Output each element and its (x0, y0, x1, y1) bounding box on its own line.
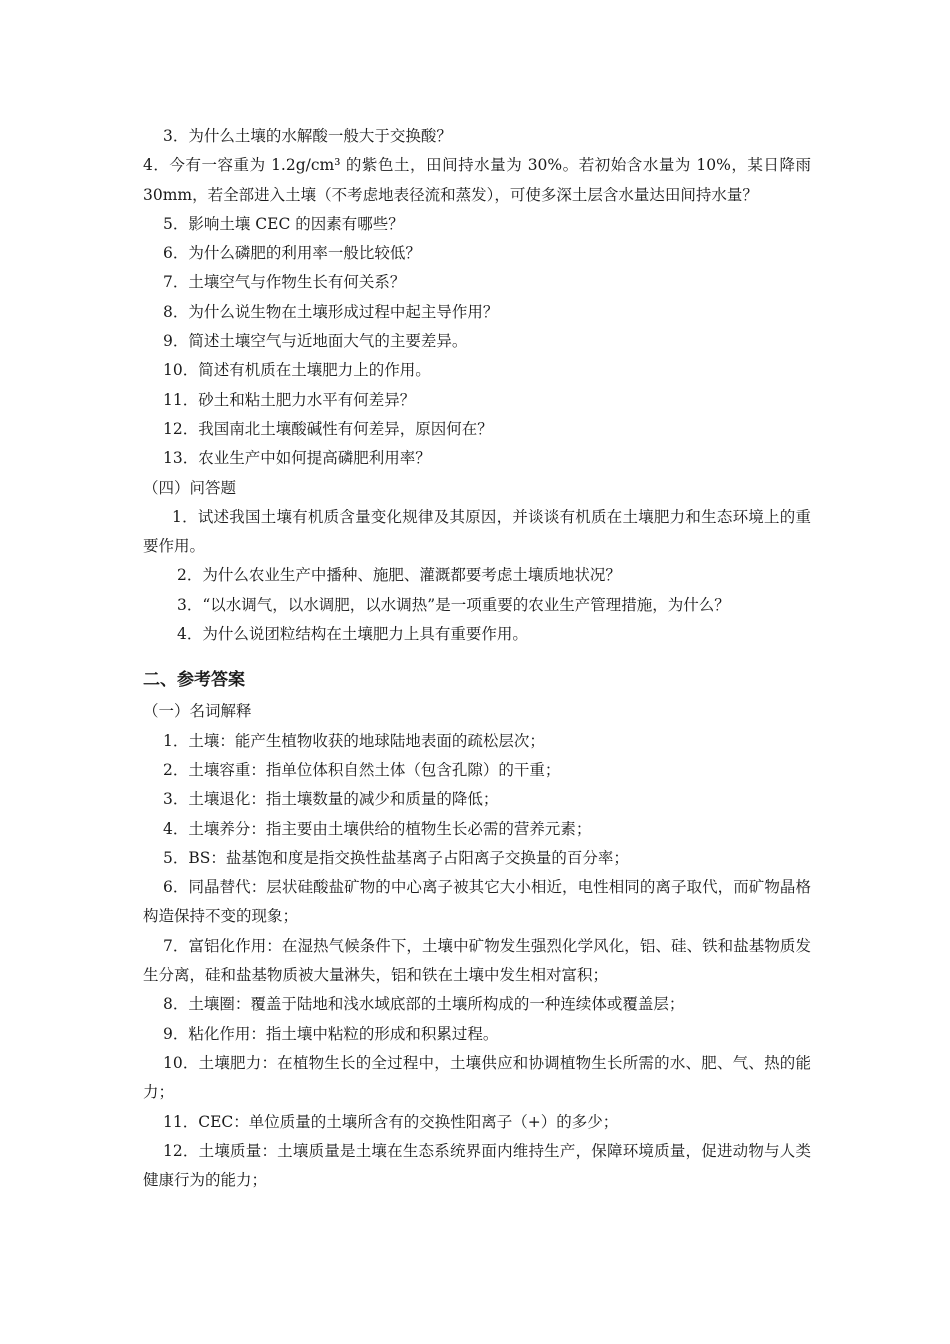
term-3: 3．土壤退化：指土壤数量的减少和质量的降低； (163, 790, 499, 809)
term-7: 7．富铝化作用：在湿热气候条件下，土壤中矿物发生强烈化学风化，铝、硅、铁和盐基物质发生分离，硅和盐基物质被大量淋失，铝和铁在土壤中发生相对富积； (143, 936, 811, 985)
question-4: 4．今有一容重为 1.2g/cm³ 的紫色土，田间持水量为 30%。若初始含水量为 10%，某日降雨 30mm，若全部进入土壤（不考虑地表径流和蒸发），可使多深土层含水量达田间持水量？ (143, 156, 811, 204)
term-6: 6．同晶替代：层状硅酸盐矿物的中心离子被其它大小相近，电性相同的离子取代，而矿物晶格构造保持不变的现象； (143, 878, 811, 926)
term-5: 5．BS：盐基饱和度是指交换性盐基离子占阳离子交换量的百分率； (163, 848, 629, 867)
question-9: 9．简述土壤空气与近地面大气的主要差异。 (163, 332, 468, 351)
question-11: 11．砂土和粘土肥力水平有何差异？ (163, 390, 416, 409)
term-2: 2．土壤容重：指单位体积自然土体（包含孔隙）的干重； (163, 760, 561, 779)
question-5: 5．影响土壤 CEC 的因素有哪些？ (163, 214, 404, 233)
question-6: 6．为什么磷肥的利用率一般比较低？ (163, 244, 421, 263)
term-10: 10．土壤肥力：在植物生长的全过程中，土壤供应和协调植物生长所需的水、肥、气、热的能力； (143, 1053, 811, 1102)
essay-question-1: 1．试述我国土壤有机质含量变化规律及其原因，并谈谈有机质在土壤肥力和生态环境上的重要作用。 (143, 507, 811, 556)
question-10: 10．简述有机质在土壤肥力上的作用。 (163, 361, 431, 380)
question-8: 8．为什么说生物在土壤形成过程中起主导作用？ (163, 302, 499, 321)
term-1: 1．土壤：能产生植物收获的地球陆地表面的疏松层次； (163, 731, 545, 750)
question-13: 13．农业生产中如何提高磷肥利用率？ (163, 449, 431, 468)
essay-question-2: 2．为什么农业生产中播种、施肥、灌溉都要考虑土壤质地状况？ (177, 566, 621, 585)
question-12: 12．我国南北土壤酸碱性有何差异，原因何在？ (163, 419, 493, 438)
essay-question-4: 4．为什么说团粒结构在土壤肥力上具有重要作用。 (177, 625, 528, 644)
term-12: 12．土壤质量：土壤质量是土壤在生态系统界面内维持生产，保障环境质量，促进动物与人类健康行为的能力； (143, 1141, 811, 1190)
term-11: 11．CEC：单位质量的土壤所含有的交换性阳离子（+）的多少； (163, 1112, 619, 1131)
term-4: 4．土壤养分：指主要由土壤供给的植物生长必需的营养元素； (163, 819, 592, 838)
document-body (143, 122, 811, 1195)
term-8: 8．土壤圈：覆盖于陆地和浅水域底部的土壤所构成的一种连续体或覆盖层； (163, 995, 685, 1014)
answers-heading: 二、参考答案 (143, 670, 245, 691)
terms-heading: （一）名词解释 (143, 702, 252, 721)
question-3: 3．为什么土壤的水解酸一般大于交换酸？ (163, 127, 452, 145)
essay-heading: （四）问答题 (143, 478, 237, 497)
term-9: 9．粘化作用：指土壤中粘粒的形成和积累过程。 (163, 1024, 499, 1043)
essay-question-3: 3．“以水调气，以水调肥，以水调热”是一项重要的农业生产管理措施，为什么？ (177, 595, 730, 614)
question-7: 7．土壤空气与作物生长有何关系？ (163, 273, 406, 292)
